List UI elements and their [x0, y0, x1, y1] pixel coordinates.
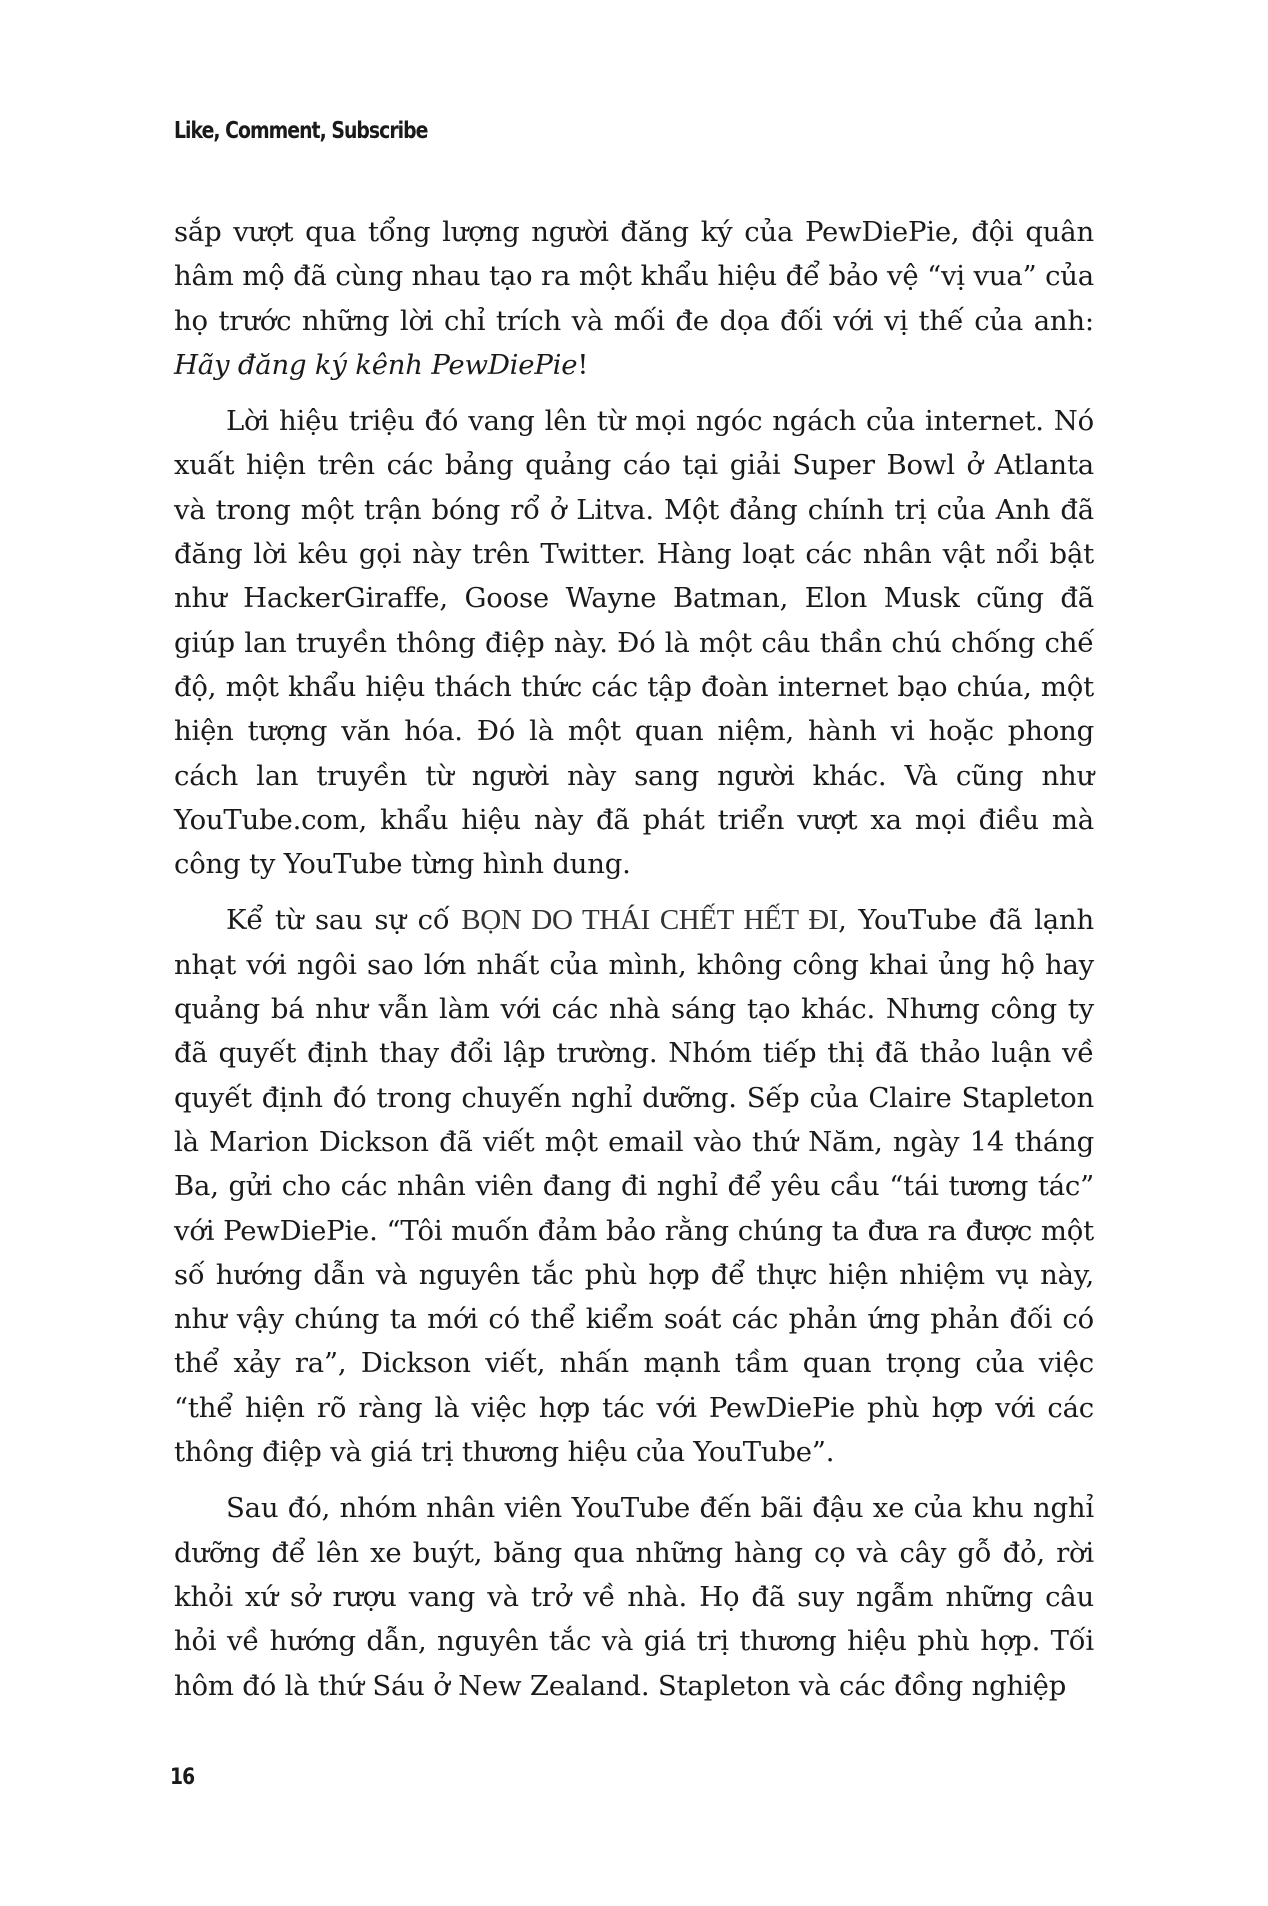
paragraph-3-start: Kể từ sau sự cố — [226, 904, 462, 937]
smallcaps-quote: BỌN DO THÁI CHẾT HẾT ĐI — [461, 904, 839, 937]
paragraph-1-text: sắp vượt qua tổng lượng người đăng ký của PewDiePie, đội quân hâm mộ đã cùng nhau tạo ra một khẩu hiệu để bảo vệ “vị vua” của họ trước những lời chỉ trích và mối đe dọa đối với vị thế của anh: — [174, 216, 1094, 337]
paragraph-1-end: ! — [577, 348, 589, 381]
slogan-italic: Hãy đăng ký kênh PewDiePie — [174, 348, 578, 381]
paragraph-4: Sau đó, nhóm nhân viên YouTube đến bãi đậu xe của khu nghỉ dưỡng để lên xe buýt, băng qua những hàng cọ và cây gỗ đỏ, rời khỏi xứ sở rượu vang và trở về nhà. Họ đã suy ngẫm những câu hỏi về hướng dẫn, nguyên tắc và giá trị thương hiệu phù hợp. Tối hôm đó là thứ Sáu ở New Zealand. Stapleton và các đồng nghiệp — [174, 1492, 1094, 1702]
paragraph-2: Lời hiệu triệu đó vang lên từ mọi ngóc ngách của internet. Nó xuất hiện trên các bảng quảng cáo tại giải Super Bowl ở Atlanta và trong một trận bóng rổ ở Litva. Một đảng chính trị của Anh đã đăng lời kêu gọi này trên Twitter. Hàng loạt các nhân vật nổi bật như HackerGiraffe, Goose Wayne Batman, Elon Musk cũng đã giúp lan truyền thông điệp này. Đó là một câu thần chú chống chế độ, một khẩu hiệu thách thức các tập đoàn internet bạo chúa, một hiện tượng văn hóa. Đó là một quan niệm, hành vi hoặc phong cách lan truyền từ người này sang người khác. Và cũng như YouTube.com, khẩu hiệu này đã phát triển vượt xa mọi điều mà công ty YouTube từng hình dung. — [174, 405, 1094, 881]
paragraph-1 — [174, 210, 1094, 387]
page-number: 16 — [170, 1765, 195, 1790]
paragraph-3-rest: , YouTube đã lạnh nhạt với ngôi sao lớn nhất của mình, không công khai ủng hộ hay quảng bá như vẫn làm với các nhà sáng tạo khác. Nhưng công ty đã quyết định thay đổi lập trường. Nhóm tiếp thị đã thảo luận về quyết định đó trong chuyến nghỉ dưỡng. Sếp của Claire Stapleton là Marion Dickson đã viết một email vào thứ Năm, ngày 14 tháng Ba, gửi cho các nhân viên đang đi nghỉ để yêu cầu “tái tương tác” với PewDiePie. “Tôi muốn đảm bảo rằng chúng ta đưa ra được một số hướng dẫn và nguyên tắc phù hợp để thực hiện nhiệm vụ này, như vậy chúng ta mới có thể kiểm soát các phản ứng phản đối có thể xảy ra”, Dickson viết, nhấn mạnh tầm quan trọng của việc “thể hiện rõ ràng là việc hợp tác với PewDiePie phù hợp với các thông điệp và giá trị thương hiệu của YouTube”. — [174, 904, 1094, 1469]
paragraph-3 — [174, 898, 1094, 1474]
body-text — [174, 210, 1094, 1720]
running-header: Like, Comment, Subscribe — [174, 118, 428, 144]
